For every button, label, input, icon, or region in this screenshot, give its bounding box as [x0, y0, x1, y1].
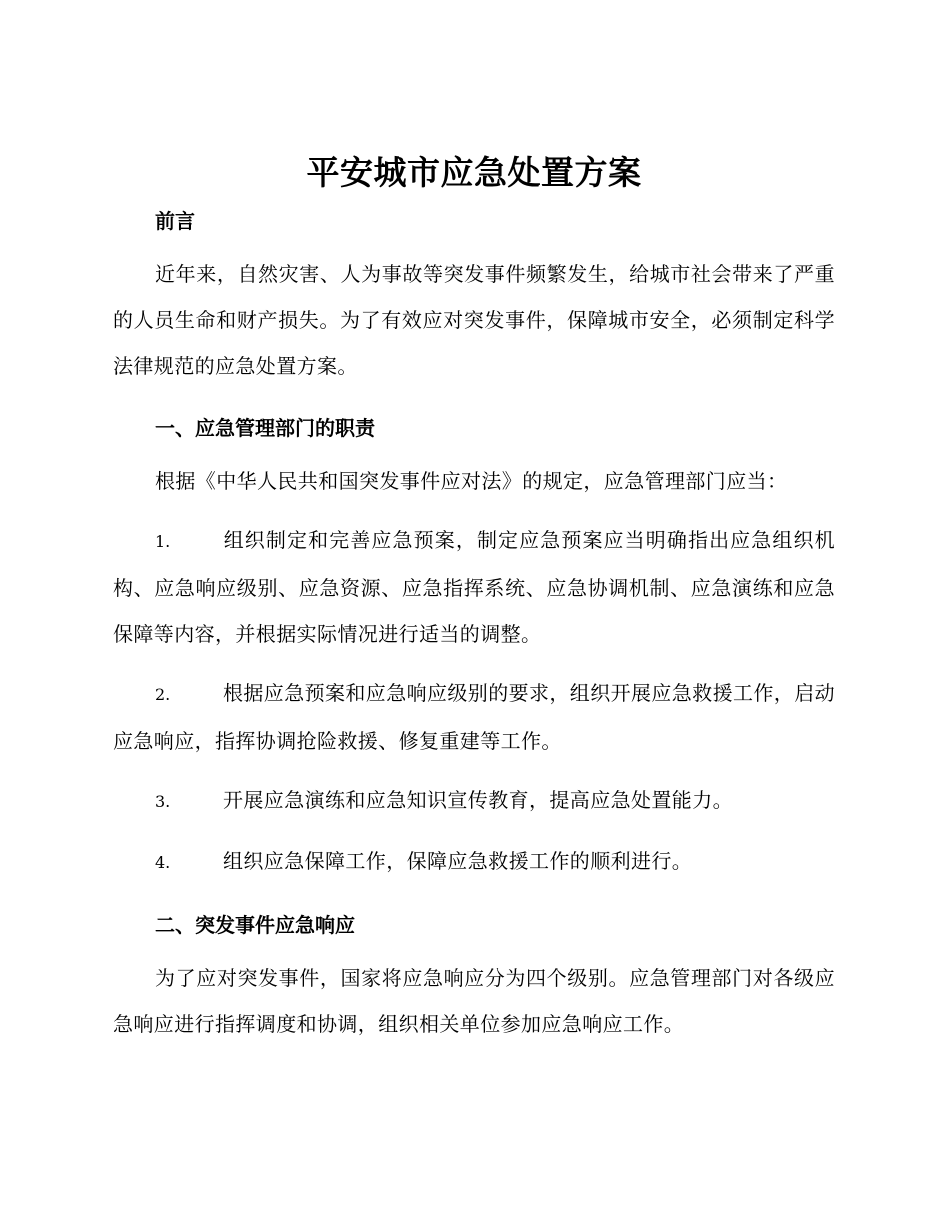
list-item — [113, 838, 835, 886]
document-title: 平安城市应急处置方案 — [306, 153, 642, 192]
list-item — [113, 777, 835, 825]
preface-heading: 前言 — [155, 209, 195, 233]
list-item-text: 开展应急演练和应急知识宣传教育，提高应急处置能力。 — [223, 788, 733, 812]
section1-intro: 根据《中华人民共和国突发事件应对法》的规定，应急管理部门应当： — [155, 469, 788, 493]
list-item-text: 根据应急预案和应急响应级别的要求，组织开展应急救援工作，启动应急响应，指挥协调抢险救援、修复重建等工作。 — [113, 681, 835, 753]
preface-paragraph: 近年来，自然灾害、人为事故等突发事件频繁发生，给城市社会带来了严重的人员生命和财产损失。为了有效应对突发事件，保障城市安全，必须制定科学法律规范的应急处置方案。 — [113, 262, 835, 378]
document-body — [113, 148, 835, 1047]
list-item-text: 组织应急保障工作，保障应急救援工作的顺利进行。 — [223, 849, 693, 873]
list-item-number: 3. — [155, 792, 171, 811]
section2-heading: 二、突发事件应急响应 — [155, 913, 355, 937]
list-item-number: 1. — [155, 532, 171, 551]
list-item — [113, 517, 835, 657]
list-item-number: 4. — [155, 853, 171, 872]
list-item-text: 组织制定和完善应急预案，制定应急预案应当明确指出应急组织机构、应急响应级别、应急资源、应急指挥系统、应急协调机制、应急演练和应急保障等内容，并根据实际情况进行适当的调整。 — [113, 528, 835, 646]
list-item-number: 2. — [155, 685, 171, 704]
section1-heading: 一、应急管理部门的职责 — [155, 416, 375, 440]
section2-paragraph: 为了应对突发事件，国家将应急响应分为四个级别。应急管理部门对各级应急响应进行指挥调度和协调，组织相关单位参加应急响应工作。 — [113, 966, 835, 1036]
list-item — [113, 670, 835, 764]
